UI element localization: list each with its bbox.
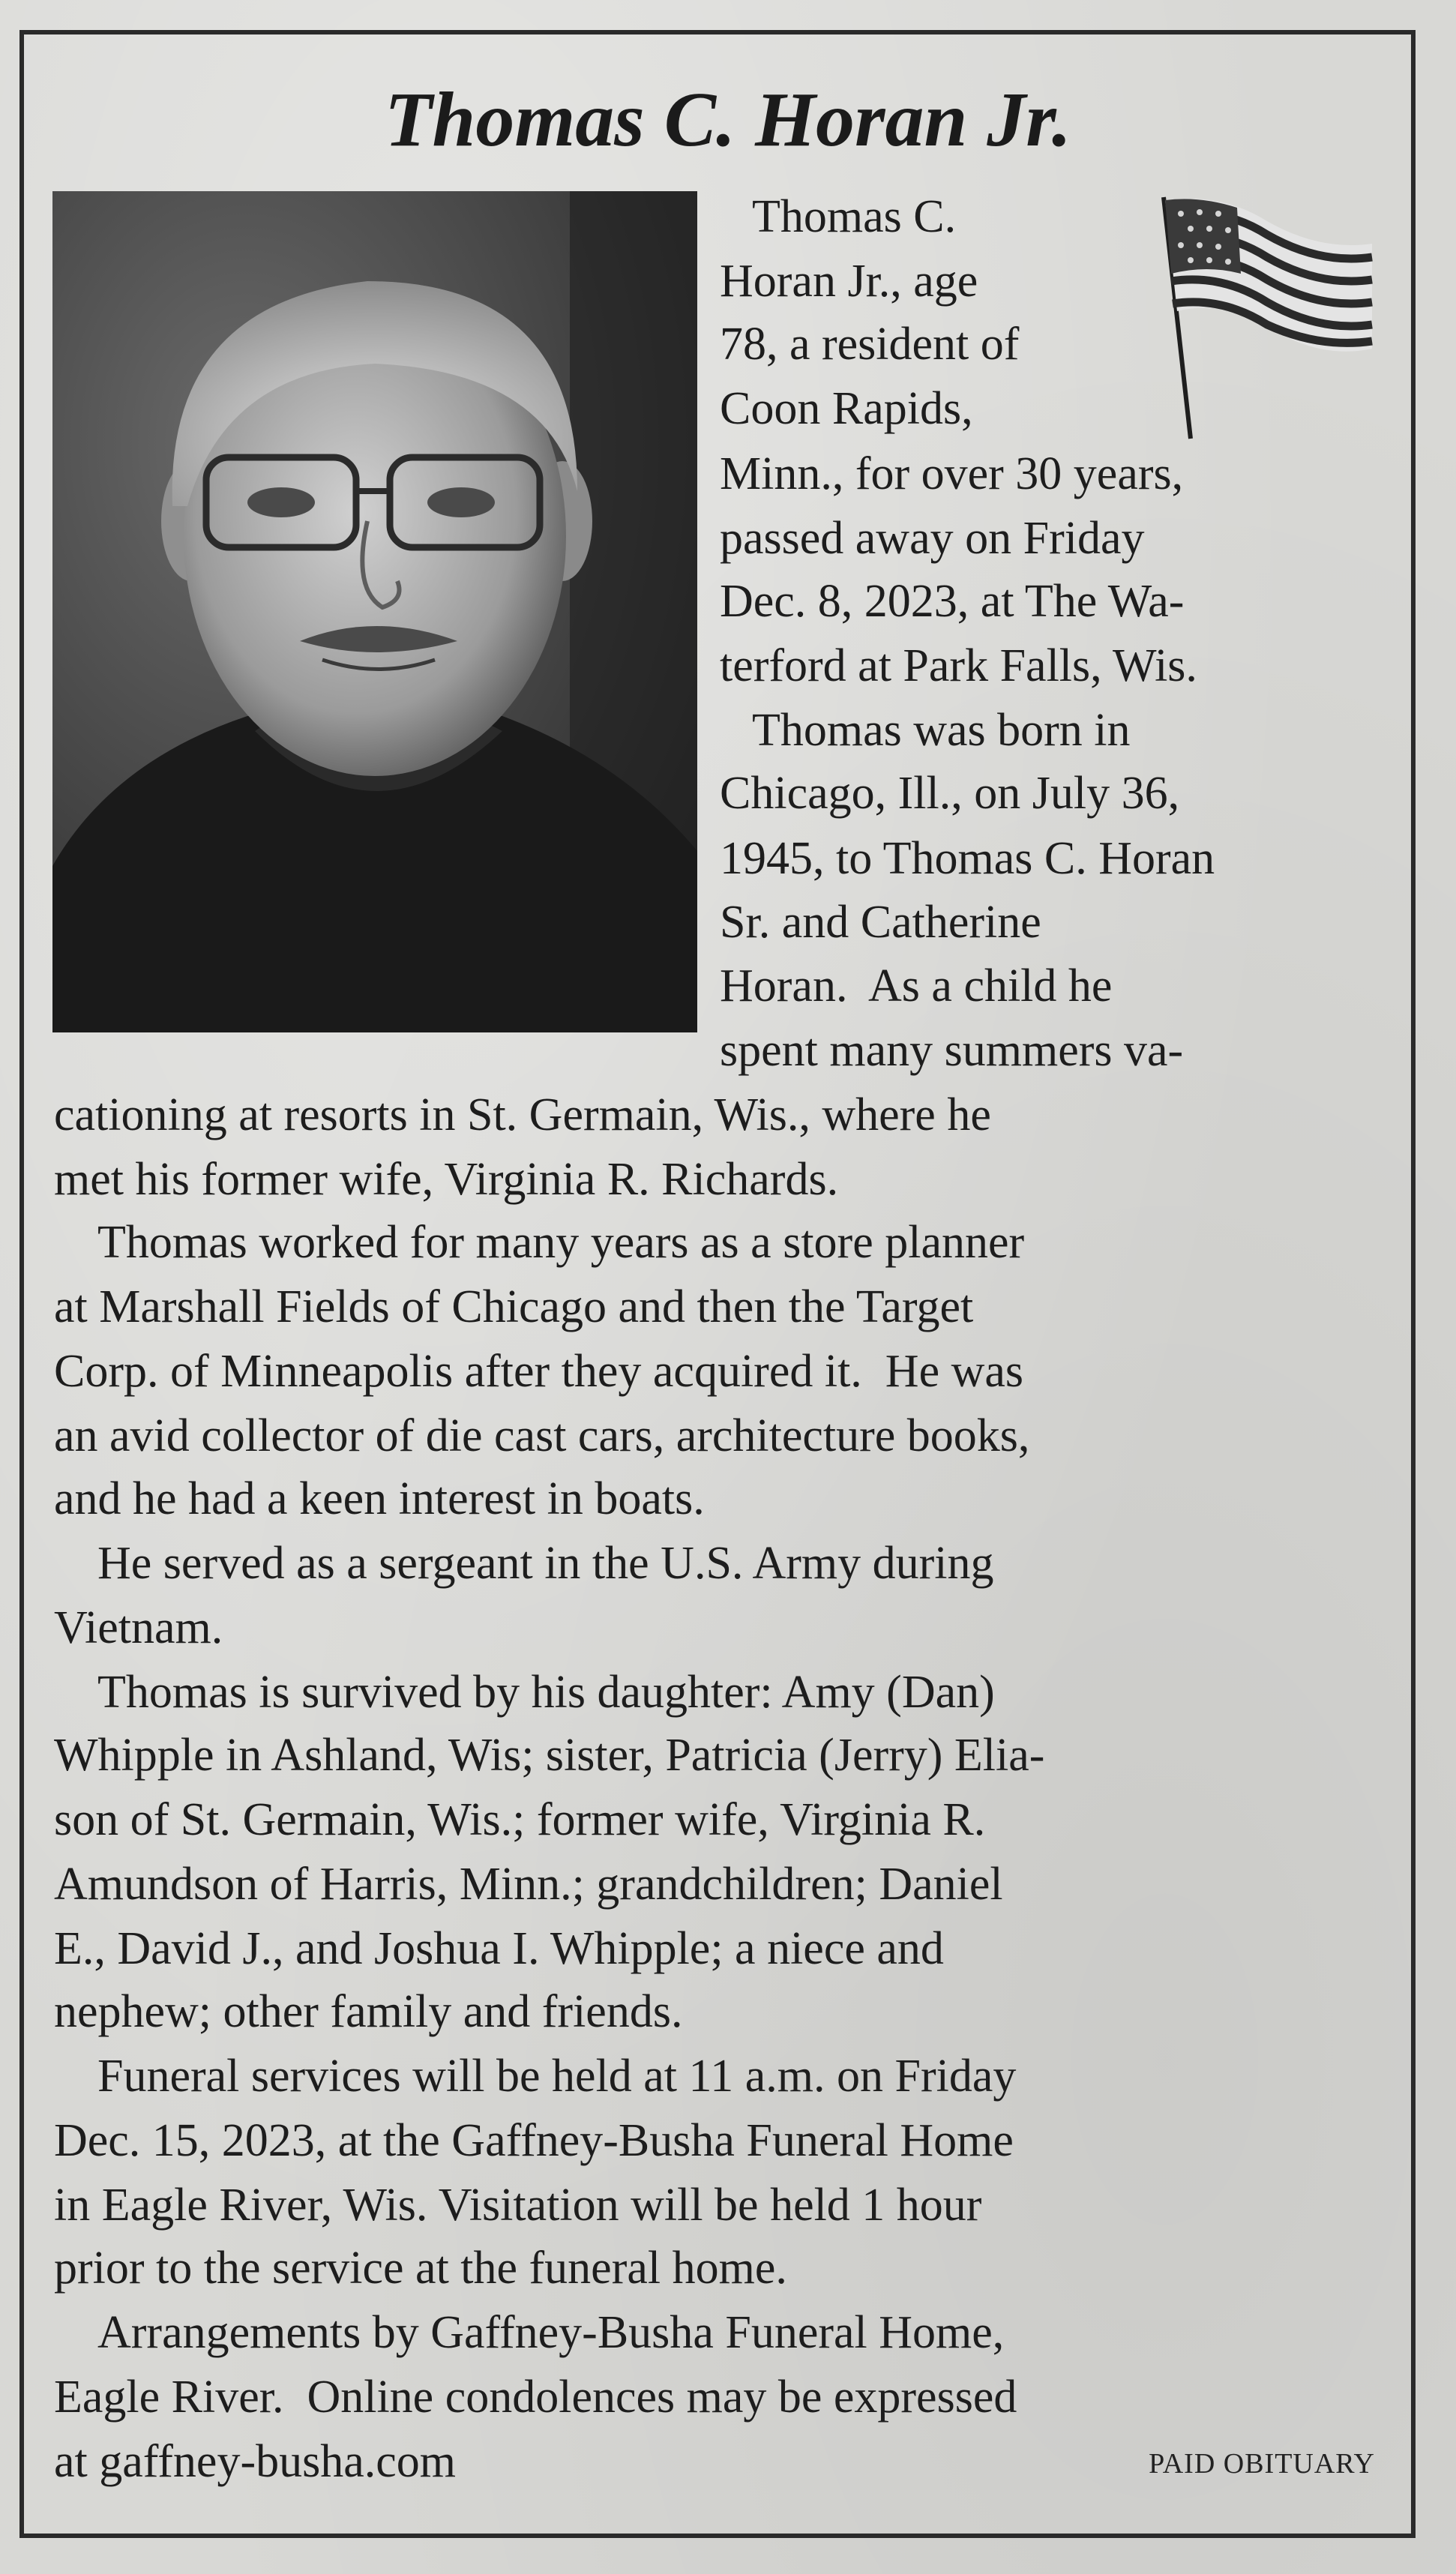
body-line: at gaffney-busha.com: [54, 2436, 456, 2487]
body-line: Dec. 15, 2023, at the Gaffney-Busha Funeral Home: [54, 2115, 1014, 2166]
body-line: Horan. As a child he: [720, 960, 1113, 1011]
body-line: Minn., for over 30 years,: [720, 448, 1184, 499]
body-line: Coon Rapids,: [720, 383, 973, 434]
paid-obituary-label: PAID OBITUARY: [1149, 2448, 1375, 2480]
body-line: 1945, to Thomas C. Horan: [720, 833, 1215, 884]
body-line: Sr. and Catherine: [720, 897, 1041, 948]
body-line: an avid collector of die cast cars, architecture books,: [54, 1410, 1030, 1461]
body-line: Thomas worked for many years as a store planner: [97, 1217, 1025, 1268]
body-line: Thomas C.: [752, 191, 957, 242]
body-line: Amundson of Harris, Minn.; grandchildren; Daniel: [54, 1859, 1003, 1910]
body-line: 78, a resident of: [720, 319, 1020, 370]
body-line: spent many summers va-: [720, 1025, 1184, 1076]
body-line: Chicago, Ill., on July 36,: [720, 768, 1180, 819]
body-line: Funeral services will be held at 11 a.m. on Friday: [97, 2051, 1017, 2102]
body-line: prior to the service at the funeral home.: [54, 2243, 787, 2294]
body-line: Eagle River. Online condolences may be expressed: [54, 2372, 1017, 2423]
body-line: He served as a sergeant in the U.S. Army during: [97, 1538, 994, 1589]
body-line: Horan Jr., age: [720, 256, 978, 307]
body-line: at Marshall Fields of Chicago and then the Target: [54, 1281, 974, 1332]
body-line: Whipple in Ashland, Wis; sister, Patricia (Jerry) Elia-: [54, 1730, 1045, 1781]
body-line: passed away on Friday: [720, 513, 1145, 564]
body-line: and he had a keen interest in boats.: [54, 1473, 705, 1524]
body-line: in Eagle River, Wis. Visitation will be held 1 hour: [54, 2180, 982, 2231]
body-line: nephew; other family and friends.: [54, 1986, 683, 2037]
body-line: Dec. 8, 2023, at The Wa-: [720, 576, 1185, 627]
body-line: cationing at resorts in St. Germain, Wis., where he: [54, 1089, 991, 1140]
body-line: son of St. Germain, Wis.; former wife, Virginia R.: [54, 1794, 986, 1845]
body-line: Arrangements by Gaffney-Busha Funeral Home,: [97, 2307, 1005, 2358]
body-line: E., David J., and Joshua I. Whipple; a niece and: [54, 1923, 944, 1974]
body-line: Corp. of Minneapolis after they acquired it. He was: [54, 1346, 1024, 1397]
body-line: terford at Park Falls, Wis.: [720, 640, 1197, 691]
body-line: met his former wife, Virginia R. Richards.: [54, 1154, 839, 1205]
body-line: Thomas was born in: [752, 705, 1131, 756]
body-line: Vietnam.: [54, 1602, 223, 1653]
obituary-name: Thomas C. Horan Jr.: [384, 76, 1072, 163]
body-line: Thomas is survived by his daughter: Amy (Dan): [97, 1667, 995, 1718]
